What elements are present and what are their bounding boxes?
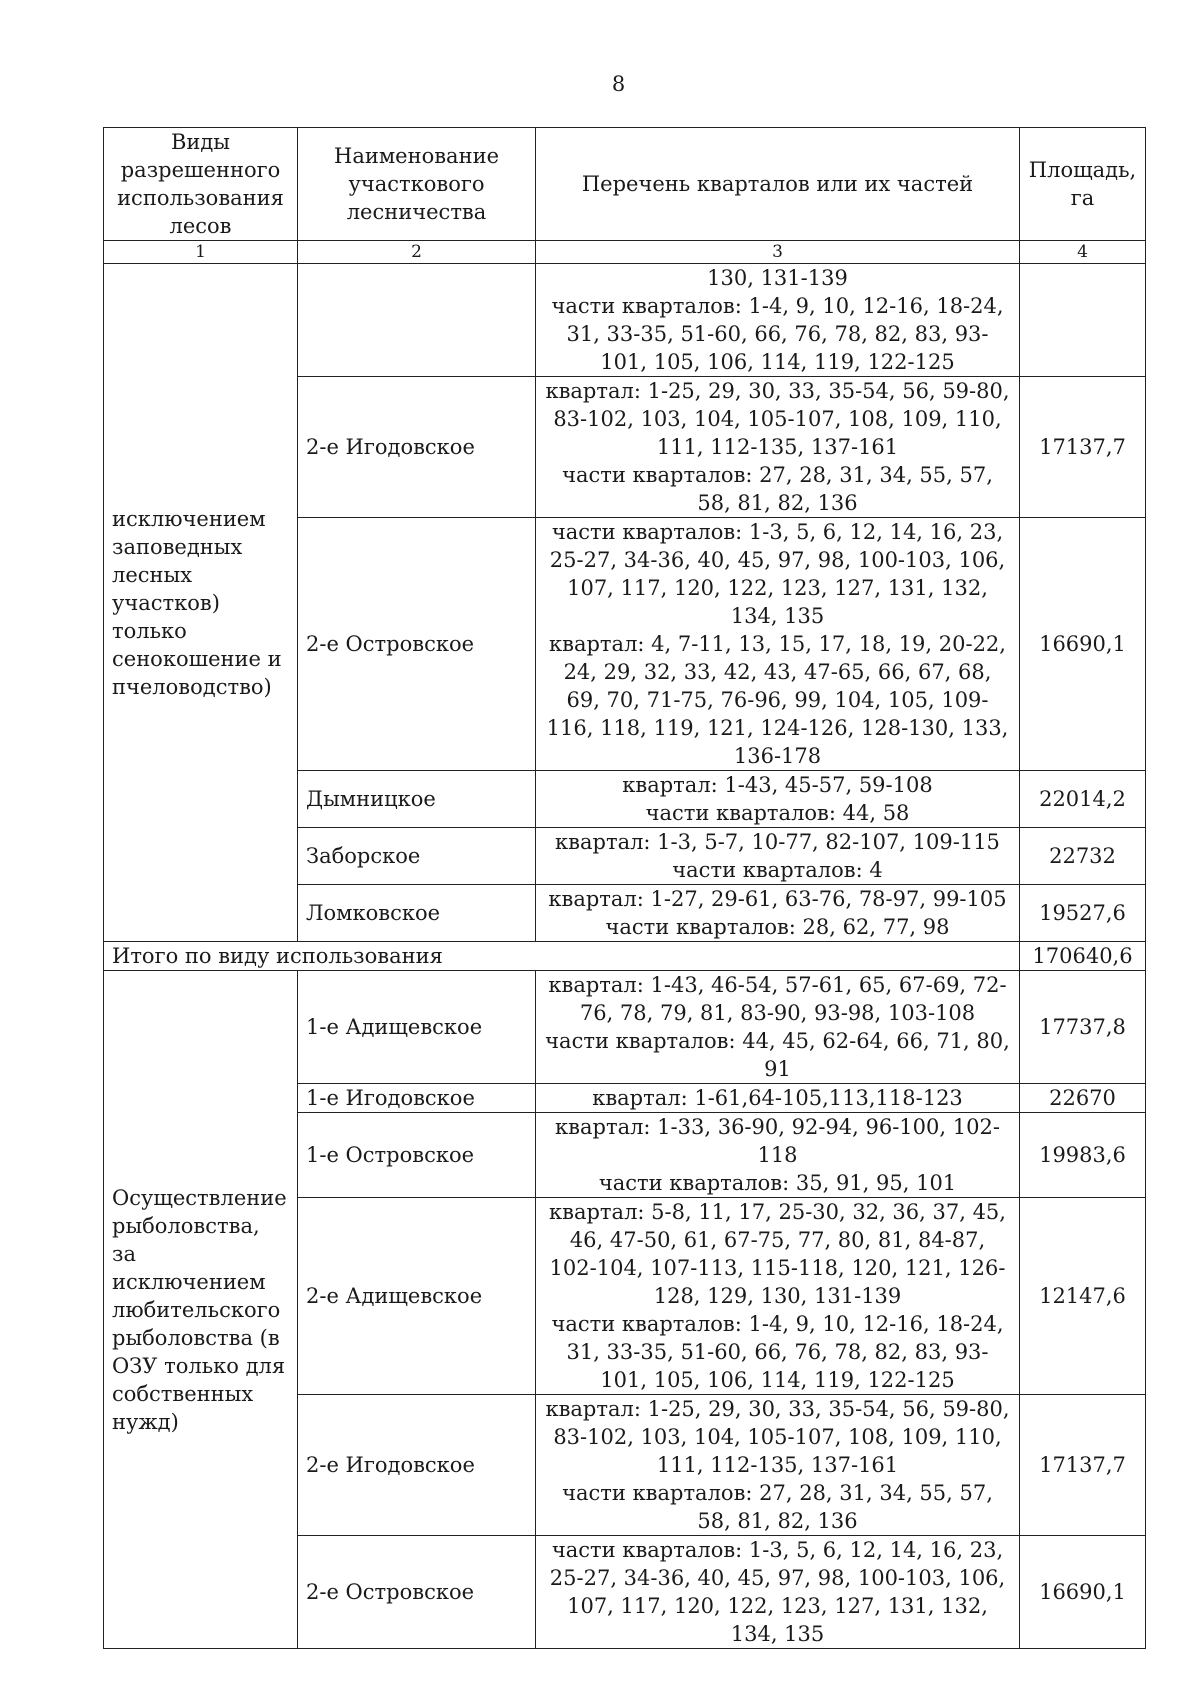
quarter-list-cell: квартал: 1-25, 29, 30, 33, 35-54, 56, 59-80, 83-102, 103, 104, 105-107, 108, 109, 110, 111, 112-135, 137-161 части кварталов: 27, 28, 31, 34, 55, 57, 58, 81, 82, 136 (536, 1395, 1020, 1536)
forestry-name-cell: 2-е Островское (298, 518, 536, 771)
quarter-list-cell: части кварталов: 1-3, 5, 6, 12, 14, 16, 23, 25-27, 34-36, 40, 45, 97, 98, 100-103, 106, 107, 117, 120, 122, 123, 127, 131, 132, 134, 135 (536, 1536, 1020, 1649)
column-number-row (104, 241, 1146, 264)
total-row (104, 942, 1146, 971)
area-cell: 17137,7 (1020, 1395, 1146, 1536)
quarter-list-cell: квартал: 1-3, 5-7, 10-77, 82-107, 109-115 части кварталов: 4 (536, 828, 1020, 885)
forestry-name-cell: 2-е Островское (298, 1536, 536, 1649)
quarter-list-cell: квартал: 5-8, 11, 17, 25-30, 32, 36, 37, 45, 46, 47-50, 61, 67-75, 77, 80, 81, 84-87, 102-104, 107-113, 115-118, 120, 121, 126-128, 129, 130, 131-139 части кварталов: 1-4, 9, 10, 12-16, 18-24, 31, 33-35, 51-60, 66, 76, 78, 82, 83, 93-101, 105, 106, 114, 119, 122-125 (536, 1198, 1020, 1395)
forestry-name-cell: 2-е Адищевское (298, 1198, 536, 1395)
quarter-list-cell: квартал: 1-43, 46-54, 57-61, 65, 67-69, 72-76, 78, 79, 81, 83-90, 93-98, 103-108 части кварталов: 44, 45, 62-64, 66, 71, 80, 91 (536, 971, 1020, 1084)
column-number: 3 (536, 241, 1020, 264)
total-area: 170640,6 (1020, 942, 1146, 971)
header-forestry-name: Наименование участкового лесничества (298, 128, 536, 241)
quarter-list-cell: квартал: 1-61,64-105,113,118-123 (536, 1084, 1020, 1113)
forestry-name-cell: 1-е Островское (298, 1113, 536, 1198)
header-quarter-list: Перечень кварталов или их частей (536, 128, 1020, 241)
area-cell: 16690,1 (1020, 1536, 1146, 1649)
table-row (104, 264, 1146, 377)
area-cell: 17737,8 (1020, 971, 1146, 1084)
quarter-list-cell: квартал: 1-43, 45-57, 59-108 части кварталов: 44, 58 (536, 771, 1020, 828)
quarter-list-cell: 130, 131-139 части кварталов: 1-4, 9, 10, 12-16, 18-24, 31, 33-35, 51-60, 66, 76, 78, 82, 83, 93-101, 105, 106, 114, 119, 122-125 (536, 264, 1020, 377)
forestry-name-cell: 2-е Игодовское (298, 377, 536, 518)
header-use-type: Виды разрешенного использования лесов (104, 128, 298, 241)
quarter-list-cell: квартал: 1-33, 36-90, 92-94, 96-100, 102-118 части кварталов: 35, 91, 95, 101 (536, 1113, 1020, 1198)
forestry-name-cell: Заборское (298, 828, 536, 885)
column-number: 2 (298, 241, 536, 264)
forestry-name-cell (298, 264, 536, 377)
area-cell: 12147,6 (1020, 1198, 1146, 1395)
use-type-cell: Осуществление рыболовства, за исключением любительского рыболовства (в ОЗУ только для собственных нужд) (104, 971, 298, 1649)
forest-use-table (103, 127, 1146, 1649)
area-cell: 22014,2 (1020, 771, 1146, 828)
area-cell: 22670 (1020, 1084, 1146, 1113)
header-area: Площадь, га (1020, 128, 1146, 241)
quarter-list-cell: квартал: 1-25, 29, 30, 33, 35-54, 56, 59-80, 83-102, 103, 104, 105-107, 108, 109, 110, 111, 112-135, 137-161 части кварталов: 27, 28, 31, 34, 55, 57, 58, 81, 82, 136 (536, 377, 1020, 518)
total-label: Итого по виду использования (104, 942, 1020, 971)
table-row (104, 971, 1146, 1084)
area-cell: 17137,7 (1020, 377, 1146, 518)
column-number: 1 (104, 241, 298, 264)
area-cell: 19527,6 (1020, 885, 1146, 942)
column-number: 4 (1020, 241, 1146, 264)
quarter-list-cell: части кварталов: 1-3, 5, 6, 12, 14, 16, 23, 25-27, 34-36, 40, 45, 97, 98, 100-103, 106, 107, 117, 120, 122, 123, 127, 131, 132, 134, 135 квартал: 4, 7-11, 13, 15, 17, 18, 19, 20-22, 24, 29, 32, 33, 42, 43, 47-65, 66, 67, 68, 69, 70, 71-75, 76-96, 99, 104, 105, 109-116, 118, 119, 121, 124-126, 128-130, 133, 136-178 (536, 518, 1020, 771)
use-type-cell: исключением заповедных лесных участков) только сенокошение и пчеловодство) (104, 264, 298, 942)
quarter-list-cell: квартал: 1-27, 29-61, 63-76, 78-97, 99-105 части кварталов: 28, 62, 77, 98 (536, 885, 1020, 942)
forestry-name-cell: 1-е Игодовское (298, 1084, 536, 1113)
table-body (104, 264, 1146, 1649)
header-row (104, 128, 1146, 241)
page-number: 8 (611, 72, 626, 96)
forestry-name-cell: 1-е Адищевское (298, 971, 536, 1084)
area-cell (1020, 264, 1146, 377)
forestry-name-cell: Дымницкое (298, 771, 536, 828)
area-cell: 16690,1 (1020, 518, 1146, 771)
area-cell: 19983,6 (1020, 1113, 1146, 1198)
area-cell: 22732 (1020, 828, 1146, 885)
forestry-name-cell: Ломковское (298, 885, 536, 942)
forestry-name-cell: 2-е Игодовское (298, 1395, 536, 1536)
